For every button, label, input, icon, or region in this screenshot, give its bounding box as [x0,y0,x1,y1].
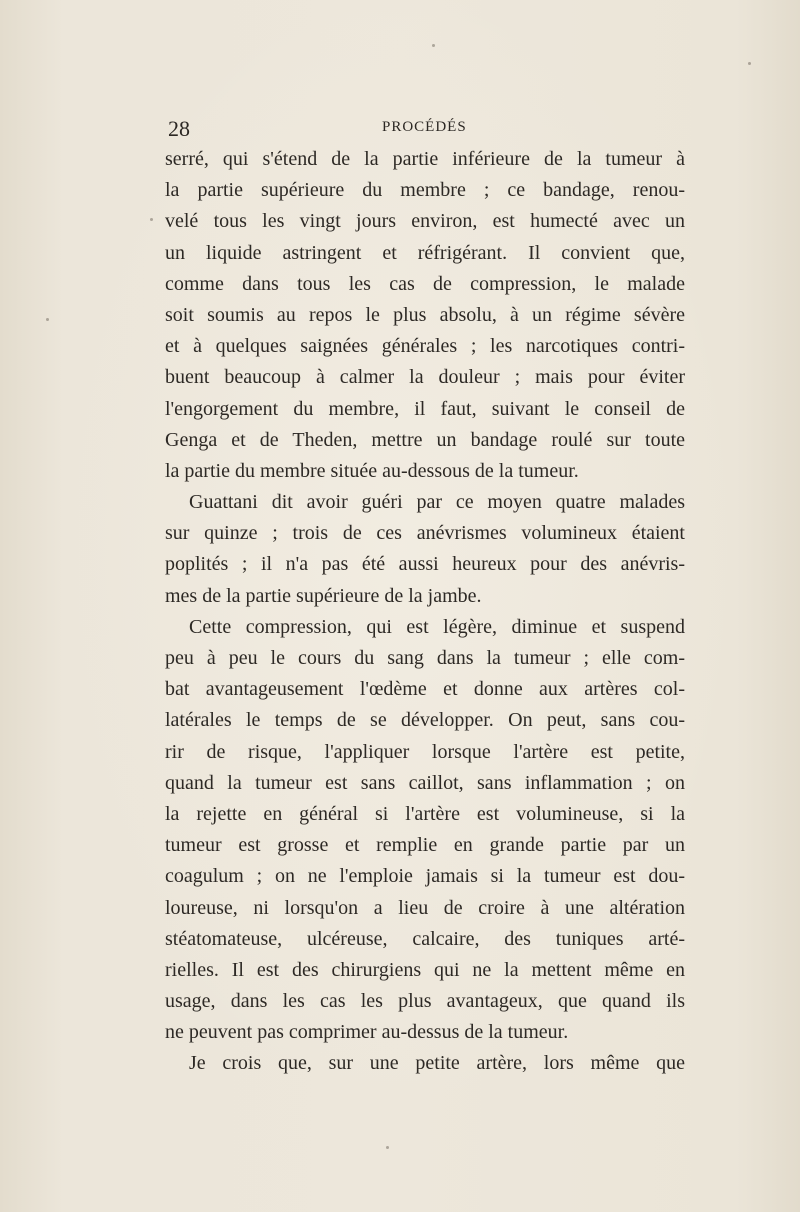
text-line: velé tous les vingt jours environ, est humecté avec un [165,210,685,233]
text-line: l'engorgement du membre, il faut, suivant le conseil de [165,397,685,420]
page-number: 28 [168,116,190,141]
section-title: PROCÉDÉS [382,119,467,135]
text-line: buent beaucoup à calmer la douleur ; mais pour éviter [165,366,685,389]
paper-speck [46,318,49,321]
text-line: loureuse, ni lorsqu'on a lieu de croire à une altération [165,896,685,919]
text-line: usage, dans les cas les plus avantageux, que quand ils [165,990,685,1013]
paper-speck [150,218,153,221]
text-line: tumeur est grosse et remplie en grande partie par un [165,834,685,857]
paper-speck [748,62,751,65]
paragraph-start-line: Guattani dit avoir guéri par ce moyen quatre malades [189,491,685,514]
text-line: serré, qui s'étend de la partie inférieure de la tumeur à [165,148,685,170]
text-line: un liquide astringent et réfrigérant. Il convient que, [165,241,685,264]
text-line: Genga et de Theden, mettre un bandage roulé sur toute [165,428,685,451]
paragraph-start-line: Cette compression, qui est légère, diminue et suspend [189,615,685,638]
text-line: ne peuvent pas comprimer au-dessus de la tumeur. [165,1021,569,1044]
text-line: la partie supérieure du membre ; ce bandage, renou- [165,179,685,202]
paper-speck [386,1146,389,1149]
running-head [168,116,686,144]
text-line: et à quelques saignées générales ; les narcotiques contri- [165,335,685,358]
text-line: poplités ; il n'a pas été aussi heureux pour des anévris- [165,553,685,576]
text-line: latérales le temps de se développer. On peut, sans cou- [165,709,685,732]
text-line: mes de la partie supérieure de la jambe. [165,584,482,607]
text-line: comme dans tous les cas de compression, le malade [165,272,685,295]
text-line: la rejette en général si l'artère est volumineuse, si la [165,802,685,825]
text-line: quand la tumeur est sans caillot, sans inflammation ; on [165,771,685,794]
text-line: soit soumis au repos le plus absolu, à un régime sévère [165,303,685,326]
text-line: coagulum ; on ne l'emploie jamais si la tumeur est dou- [165,865,685,888]
text-line: sur quinze ; trois de ces anévrismes volumineux étaient [165,522,685,545]
text-line: rielles. Il est des chirurgiens qui ne la mettent même en [165,958,685,981]
text-line: bat avantageusement l'œdème et donne aux artères col- [165,678,685,701]
text-line: peu à peu le cours du sang dans la tumeur ; elle com- [165,647,685,669]
paragraph-start-line: Je crois que, sur une petite artère, lors même que [189,1052,685,1075]
text-line: stéatomateuse, ulcéreuse, calcaire, des tuniques arté- [165,927,685,950]
text-line: rir de risque, l'appliquer lorsque l'artère est petite, [165,740,685,763]
body-text [165,144,685,1080]
paper-speck [432,44,435,47]
text-line: la partie du membre située au-dessous de la tumeur. [165,459,579,482]
